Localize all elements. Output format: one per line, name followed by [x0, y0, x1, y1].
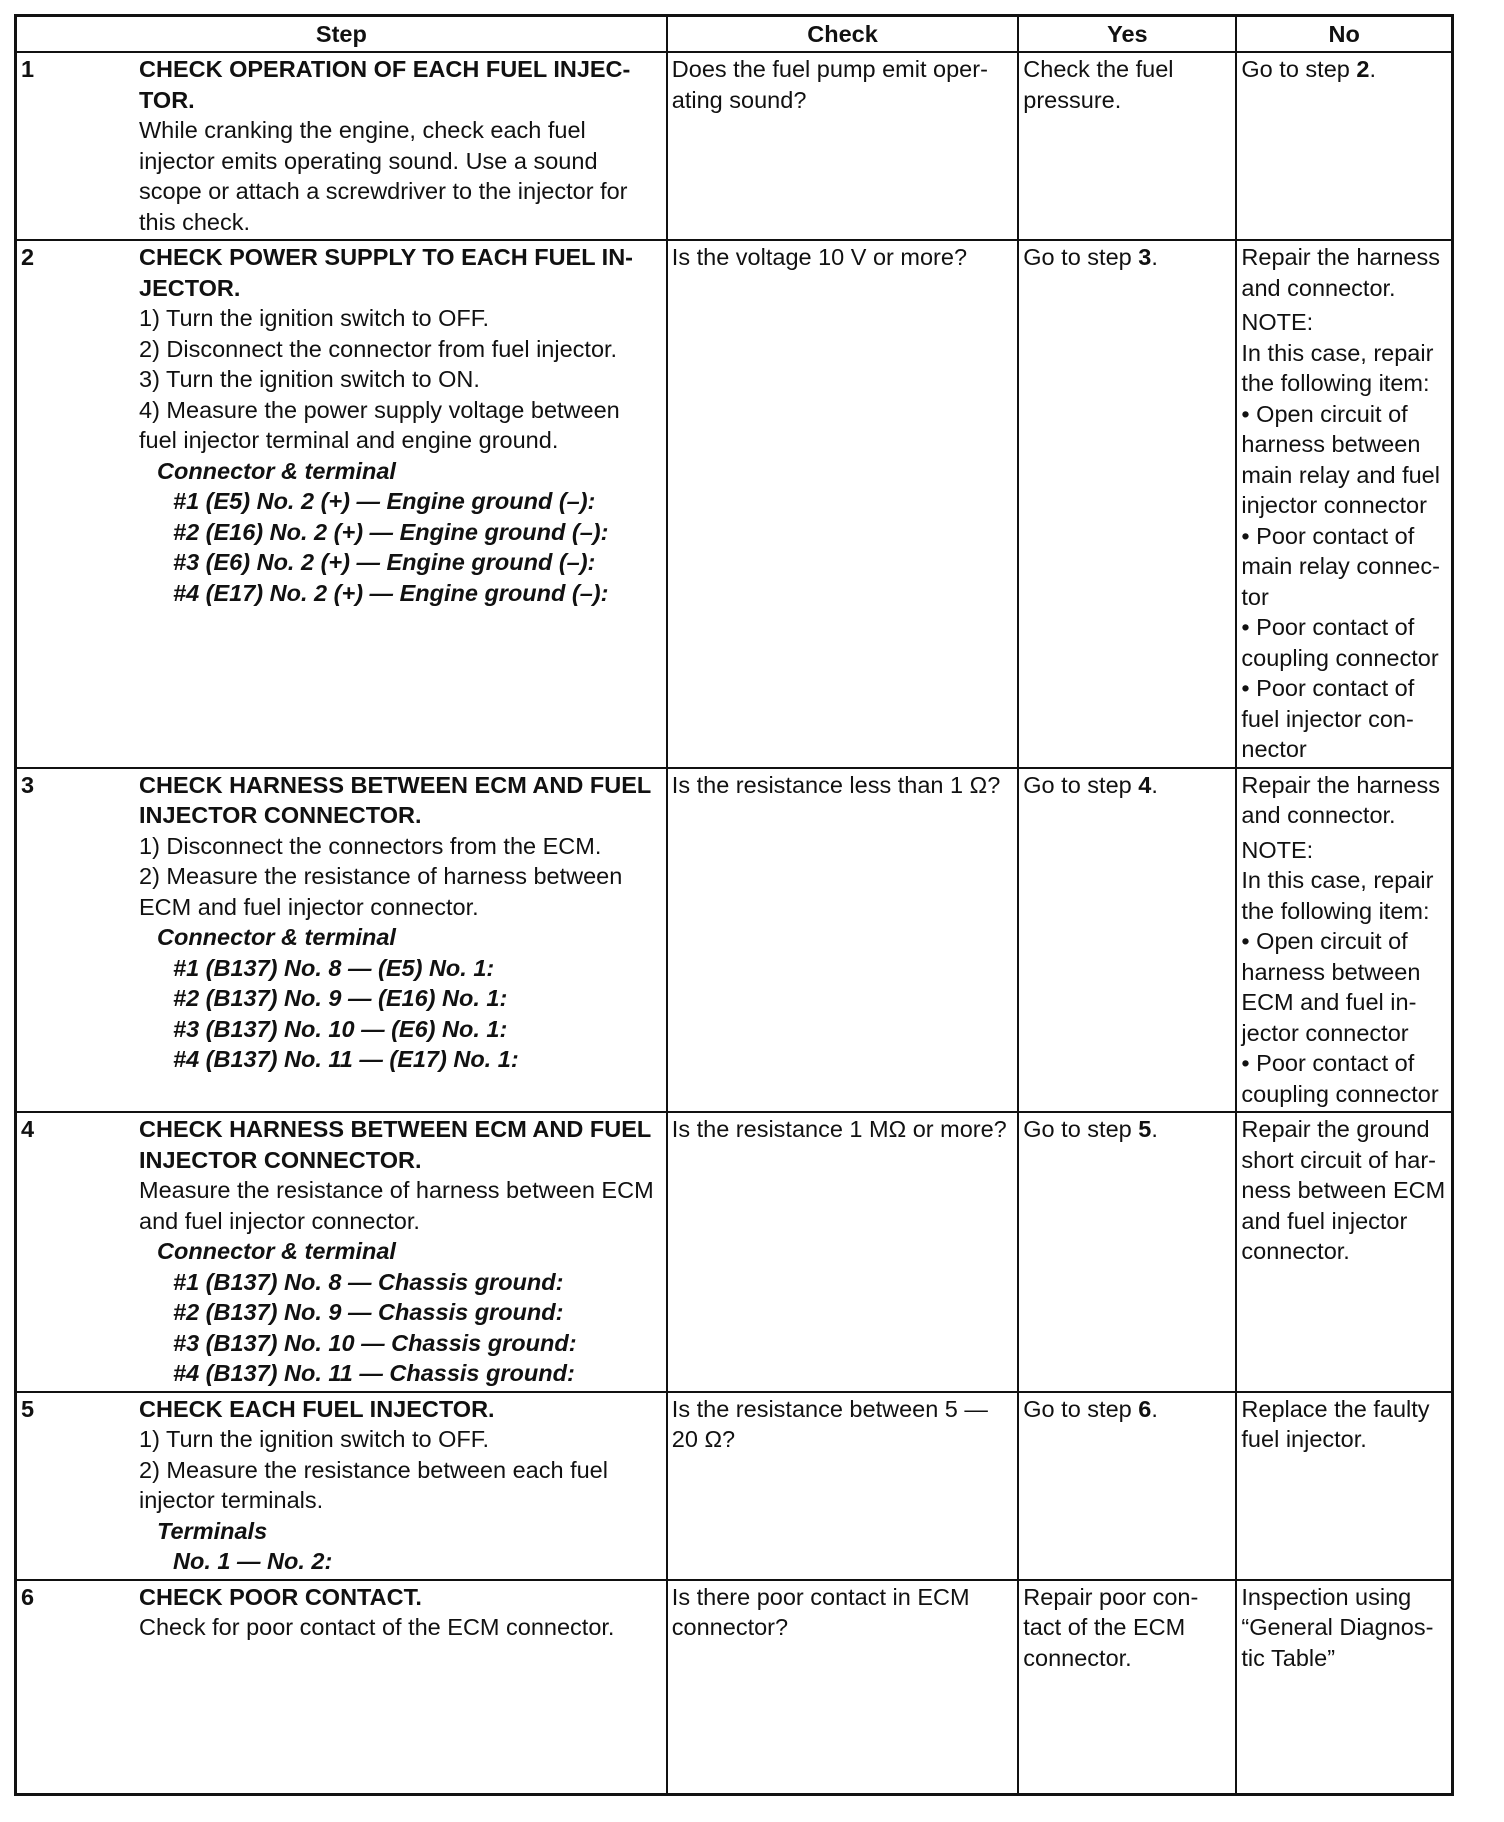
terminal-item: #3 (B137) No. 10 — Chassis ground: [173, 1329, 577, 1356]
note-bullet: • Poor contact of coupling connector [1241, 614, 1439, 671]
yes-cell: Repair poor con-tact of the ECM connector. [1018, 1580, 1236, 1795]
diagnostic-table [14, 14, 1454, 1796]
step-title: CHECK HARNESS BETWEEN ECM AND FUEL INJECTOR CONNECTOR. [139, 771, 651, 828]
step-instruction: 2) Measure the resistance of harness between ECM and fuel injector connector. [139, 863, 623, 920]
step-cell [16, 1580, 667, 1795]
terminal-item: #2 (B137) No. 9 — Chassis ground: [173, 1299, 564, 1325]
yes-step-ref: 3 [1138, 244, 1152, 270]
no-cell [1236, 240, 1452, 768]
terminal-item: #4 (B137) No. 11 — (E17) No. 1: [173, 1046, 519, 1072]
table-row [16, 240, 1453, 768]
terminal-item: #4 (E17) No. 2 (+) — Engine ground (–): [173, 579, 609, 606]
no-suffix: . [1369, 56, 1376, 82]
table-header-row [16, 16, 1453, 53]
step-cell [16, 52, 667, 240]
yes-step-ref: 6 [1138, 1395, 1152, 1422]
step-cell [16, 240, 667, 768]
header-yes: Yes [1018, 16, 1236, 53]
table-row [16, 52, 1453, 240]
check-cell: Is the resistance 1 MΩ or more? [667, 1112, 1018, 1392]
no-cell [1236, 768, 1452, 1113]
header-check: Check [667, 16, 1018, 53]
step-instruction: Check for poor contact of the ECM connector. [139, 1614, 615, 1640]
terminal-item: #2 (E16) No. 2 (+) — Engine ground (–): [173, 518, 609, 545]
terminal-item: #1 (B137) No. 8 — (E5) No. 1: [173, 954, 495, 981]
check-cell: Is the resistance between 5 — 20 Ω? [667, 1392, 1018, 1580]
table-row [16, 1112, 1453, 1392]
step-instruction: 3) Turn the ignition switch to ON. [139, 366, 480, 392]
yes-suffix: . [1151, 771, 1158, 798]
yes-suffix: . [1151, 1395, 1158, 1422]
step-number: 6 [21, 1583, 35, 1610]
no-text: Repair the harness and connector. [1241, 244, 1440, 301]
no-text: Repair the harness and connector. [1241, 771, 1440, 828]
note-label: NOTE: [1241, 309, 1314, 335]
note-bullet: • Open circuit of harness between ECM and fuel in-jector connector [1241, 928, 1421, 1046]
step-number: 2 [21, 244, 35, 270]
terminal-item: #2 (B137) No. 9 — (E16) No. 1: [173, 985, 508, 1011]
no-cell [1236, 52, 1452, 240]
yes-suffix: . [1151, 1116, 1158, 1142]
step-cell [16, 768, 667, 1113]
step-number: 5 [21, 1395, 35, 1422]
no-cell: Repair the ground short circuit of har-ness between ECM and fuel injector connector. [1236, 1112, 1452, 1392]
step-instruction: 2) Measure the resistance between each fuel injector terminals. [139, 1456, 608, 1513]
yes-text: Go to step [1023, 1395, 1139, 1422]
check-cell: Is the voltage 10 V or more? [667, 240, 1018, 768]
terminal-item: #3 (B137) No. 10 — (E6) No. 1: [173, 1015, 508, 1042]
check-cell: Is the resistance less than 1 Ω? [667, 768, 1018, 1113]
no-cell: Inspection using “General Diagnos-tic Table” [1236, 1580, 1452, 1795]
step-title: CHECK HARNESS BETWEEN ECM AND FUEL INJECTOR CONNECTOR. [139, 1116, 651, 1173]
no-step-ref: 2 [1356, 56, 1370, 82]
yes-text: Go to step [1023, 1116, 1139, 1142]
step-instruction: 2) Disconnect the connector from fuel injector. [139, 335, 618, 362]
connector-terminal-heading: Connector & terminal [157, 924, 396, 950]
check-cell: Does the fuel pump emit oper-ating sound? [667, 52, 1018, 240]
connector-terminal-heading: Connector & terminal [157, 1238, 396, 1264]
yes-step-ref: 4 [1138, 771, 1152, 798]
header-step: Step [16, 16, 667, 53]
step-title: CHECK OPERATION OF EACH FUEL INJEC-TOR. [139, 56, 631, 113]
note-text: In this case, repair the following item: [1241, 867, 1434, 924]
note-bullet: • Poor contact of main relay connec-tor [1241, 522, 1440, 610]
step-cell [16, 1392, 667, 1580]
step-title: CHECK POOR CONTACT. [139, 1583, 422, 1610]
yes-cell [1018, 240, 1236, 768]
step-title: CHECK POWER SUPPLY TO EACH FUEL IN-JECTOR. [139, 244, 634, 301]
terminal-item: No. 1 — No. 2: [173, 1548, 333, 1574]
yes-text: Go to step [1023, 244, 1139, 270]
header-no: No [1236, 16, 1452, 53]
step-number: 3 [21, 771, 35, 798]
note-bullet: • Poor contact of fuel injector con-nector [1241, 675, 1415, 762]
terminal-item: #1 (E5) No. 2 (+) — Engine ground (–): [173, 488, 596, 514]
table-row [16, 1392, 1453, 1580]
step-instruction: Measure the resistance of harness between ECM and fuel injector connector. [139, 1177, 654, 1234]
step-instruction: 4) Measure the power supply voltage between fuel injector terminal and engine ground. [139, 396, 620, 453]
step-number: 1 [21, 56, 35, 82]
check-cell: Is there poor contact in ECM connector? [667, 1580, 1018, 1795]
step-instruction: While cranking the engine, check each fuel injector emits operating sound. Use a sound scope or attach a screwdriver to the injector for this check. [139, 117, 628, 235]
yes-step-ref: 5 [1138, 1116, 1152, 1142]
table-row [16, 1580, 1453, 1795]
note-text: In this case, repair the following item: [1241, 339, 1434, 396]
yes-cell [1018, 1392, 1236, 1580]
step-cell [16, 1112, 667, 1392]
connector-terminal-heading: Connector & terminal [157, 457, 396, 484]
yes-cell [1018, 768, 1236, 1113]
step-title: CHECK EACH FUEL INJECTOR. [139, 1395, 495, 1422]
yes-suffix: . [1151, 244, 1158, 270]
terminal-item: #4 (B137) No. 11 — Chassis ground: [173, 1360, 575, 1386]
step-instruction: 1) Disconnect the connectors from the ECM. [139, 832, 602, 859]
note-bullet: • Open circuit of harness between main relay and fuel injector connector [1241, 400, 1440, 518]
step-instruction: 1) Turn the ignition switch to OFF. [139, 1426, 490, 1452]
terminal-item: #3 (E6) No. 2 (+) — Engine ground (–): [173, 549, 596, 575]
table-row [16, 768, 1453, 1113]
yes-cell [1018, 1112, 1236, 1392]
terminals-heading: Terminals [157, 1517, 268, 1544]
yes-text: Go to step [1023, 771, 1139, 798]
step-instruction: 1) Turn the ignition switch to OFF. [139, 305, 490, 331]
note-label: NOTE: [1241, 836, 1314, 863]
note-bullet: • Poor contact of coupling connector [1241, 1050, 1439, 1107]
terminal-item: #1 (B137) No. 8 — Chassis ground: [173, 1268, 564, 1295]
yes-cell: Check the fuel pressure. [1018, 52, 1236, 240]
step-number: 4 [21, 1116, 35, 1142]
no-text: Go to step [1241, 56, 1357, 82]
document-page [14, 14, 1454, 1796]
no-cell: Replace the faulty fuel injector. [1236, 1392, 1452, 1580]
